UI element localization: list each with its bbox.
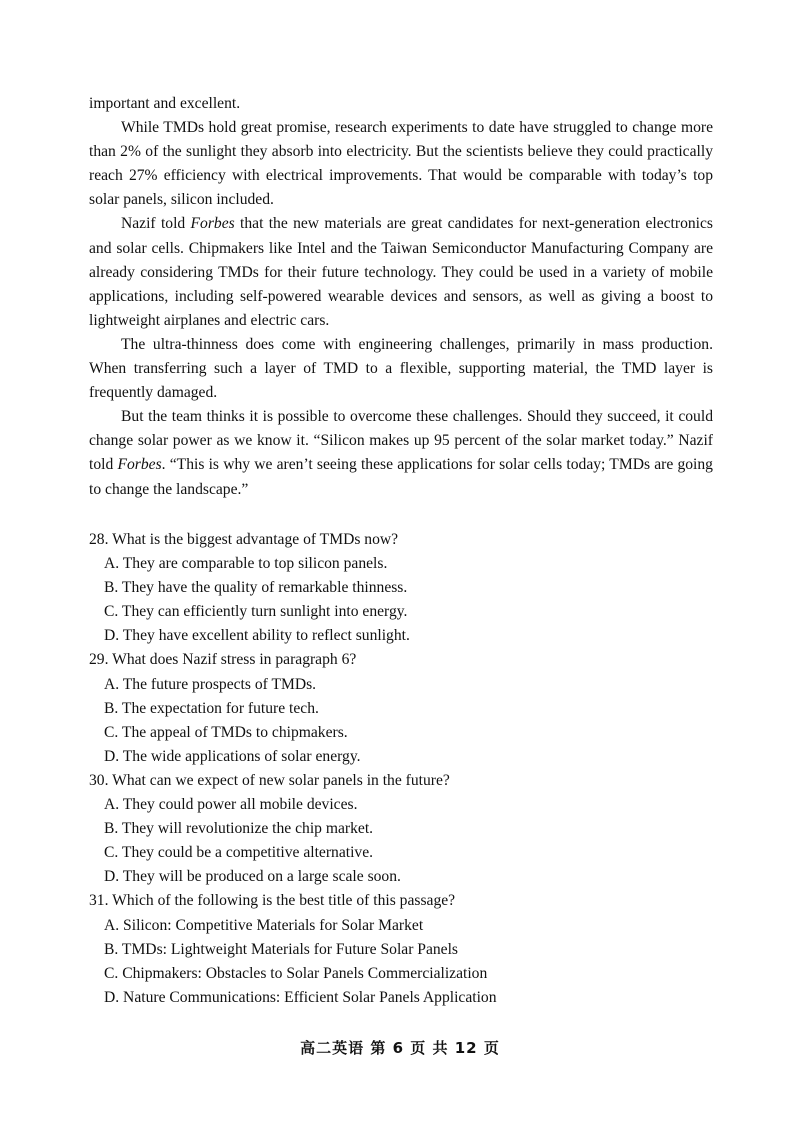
option-d: D. Nature Communications: Efficient Solar Panels Application — [104, 988, 497, 1006]
paragraph-3-text-b: that the new materials are great candidates for next-generation electronics and solar cells. Chipmakers like Intel and the Taiwan Semiconductor Manufacturing Company are already considering TMDs for their future technology. They could be used in a variety of mobile applications, including self-powered wearable devices and sensors, as well as giving a boost to lightweight airplanes and electric cars. — [89, 215, 713, 329]
option-a: A. Silicon: Competitive Materials for Solar Market — [104, 916, 424, 934]
paragraph-2: While TMDs hold great promise, research experiments to date have struggled to change more than 2% of the sunlight they absorb into electricity. But the scientists believe they could practically reach 27% efficiency with electrical improvements. That would be comparable with today’s top solar panels, silicon included. — [89, 119, 713, 209]
paragraph-3-text-a: Nazif told — [121, 215, 191, 233]
reading-passage — [89, 92, 713, 502]
forbes-italic: Forbes — [117, 456, 162, 474]
question-29 — [89, 648, 713, 768]
question-30 — [89, 769, 713, 889]
paragraph-3 — [89, 212, 713, 332]
option-b: B. TMDs: Lightweight Materials for Future Solar Panels — [104, 940, 458, 958]
question-stem: 31. Which of the following is the best title of this passage? — [89, 892, 456, 910]
option-c: C. They could be a competitive alternative. — [104, 844, 374, 862]
paragraph-1: important and excellent. — [89, 95, 241, 112]
forbes-italic: Forbes — [190, 215, 235, 233]
question-31 — [89, 889, 713, 1009]
paragraph-5-text-b: . “This is why we aren’t seeing these applications for solar cells today; TMDs are going to change the landscape.” — [89, 456, 713, 498]
option-a: A. They could power all mobile devices. — [104, 796, 358, 814]
option-d: D. They will be produced on a large scale soon. — [104, 868, 401, 886]
question-list — [89, 528, 713, 1010]
option-b: B. The expectation for future tech. — [104, 699, 319, 717]
option-a: A. The future prospects of TMDs. — [104, 675, 317, 693]
option-d: D. The wide applications of solar energy. — [104, 747, 361, 765]
page-footer: 高二英语 第 6 页 共 12 页 — [300, 1039, 500, 1057]
question-stem: 29. What does Nazif stress in paragraph 6? — [89, 651, 357, 669]
question-28 — [89, 528, 713, 648]
paragraph-4: The ultra-thinness does come with engineering challenges, primarily in mass production. When transferring such a layer of TMD to a flexible, supporting material, the TMD layer is frequently damaged. — [89, 335, 713, 402]
option-c: C. Chipmakers: Obstacles to Solar Panels Commercialization — [104, 964, 488, 982]
option-d: D. They have excellent ability to reflect sunlight. — [104, 627, 410, 645]
option-c: C. The appeal of TMDs to chipmakers. — [104, 723, 348, 741]
option-c: C. They can efficiently turn sunlight into energy. — [104, 603, 408, 621]
paragraph-5 — [89, 405, 713, 501]
option-b: B. They have the quality of remarkable thinness. — [104, 579, 408, 597]
question-stem: 30. What can we expect of new solar panels in the future? — [89, 771, 450, 789]
paragraph-5-text-a: But the team thinks it is possible to overcome these challenges. Should they succeed, it could change solar power as we know it. “Silicon makes up 95 percent of the solar market today.” Nazif told — [89, 408, 713, 474]
option-b: B. They will revolutionize the chip market. — [104, 820, 374, 838]
option-a: A. They are comparable to top silicon panels. — [104, 555, 388, 573]
question-stem: 28. What is the biggest advantage of TMDs now? — [89, 531, 399, 548]
